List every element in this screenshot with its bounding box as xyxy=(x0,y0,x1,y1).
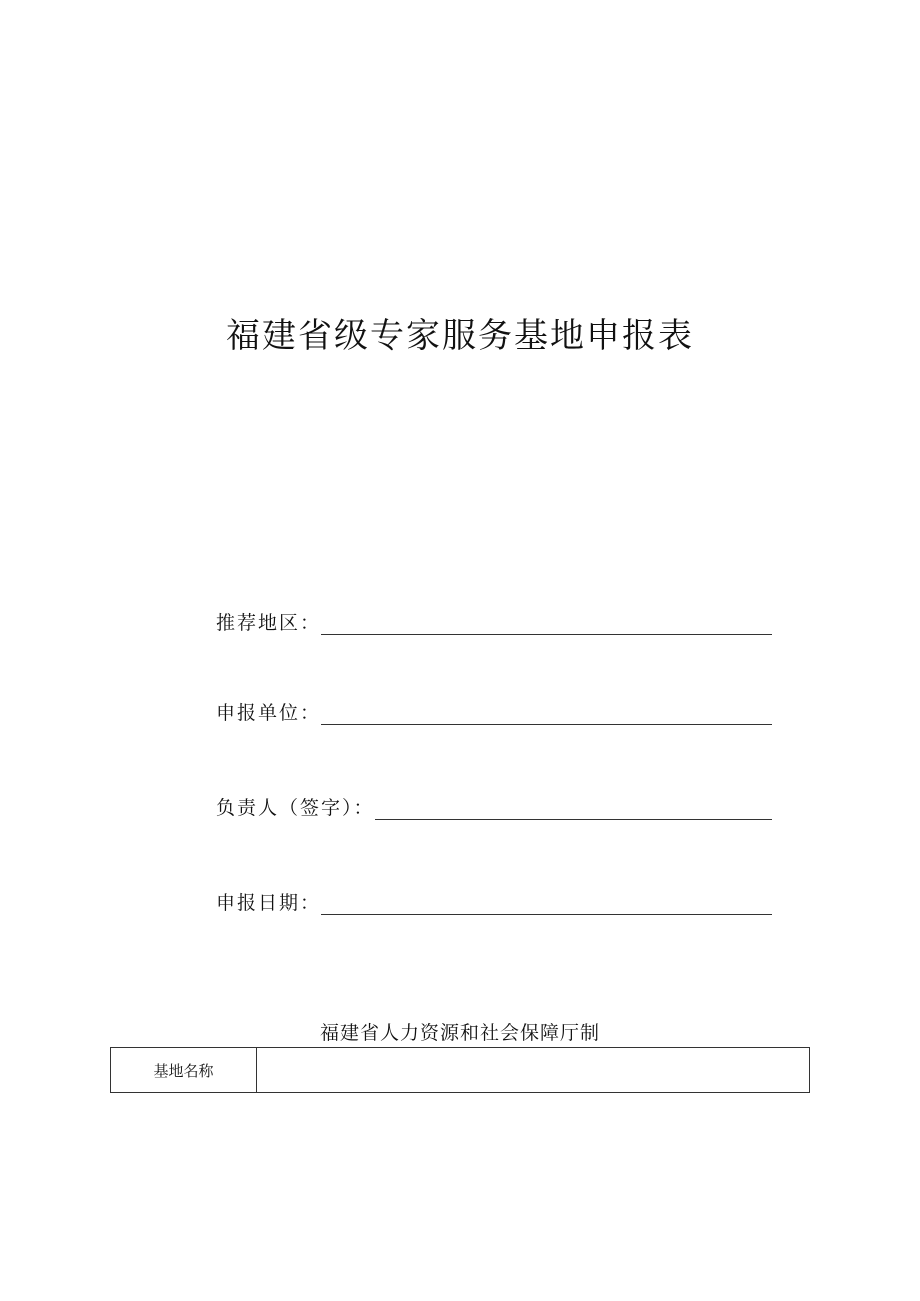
field-applicant-unit xyxy=(216,693,772,727)
field-label-application-date: 申报日期： xyxy=(216,892,322,914)
field-blank-applicant-unit[interactable] xyxy=(321,700,772,725)
field-blank-person-in-charge[interactable] xyxy=(375,795,772,820)
document-title: 福建省级专家服务基地申报表 xyxy=(226,316,694,356)
field-blank-recommend-region[interactable] xyxy=(321,610,772,635)
base-info-table xyxy=(110,1047,810,1093)
base-name-label: 基地名称 xyxy=(111,1048,257,1093)
field-label-person-in-charge: 负责人（签字）： xyxy=(216,797,375,819)
field-application-date xyxy=(216,883,772,917)
field-label-recommend-region: 推荐地区： xyxy=(216,612,322,634)
issuer-text: 福建省人力资源和社会保障厅制 xyxy=(319,1022,600,1044)
field-blank-application-date[interactable] xyxy=(321,890,772,915)
table-row xyxy=(111,1048,810,1093)
field-label-applicant-unit: 申报单位： xyxy=(216,702,322,724)
base-name-value[interactable] xyxy=(257,1048,810,1093)
field-person-in-charge xyxy=(216,788,772,822)
field-recommend-region xyxy=(216,603,772,637)
